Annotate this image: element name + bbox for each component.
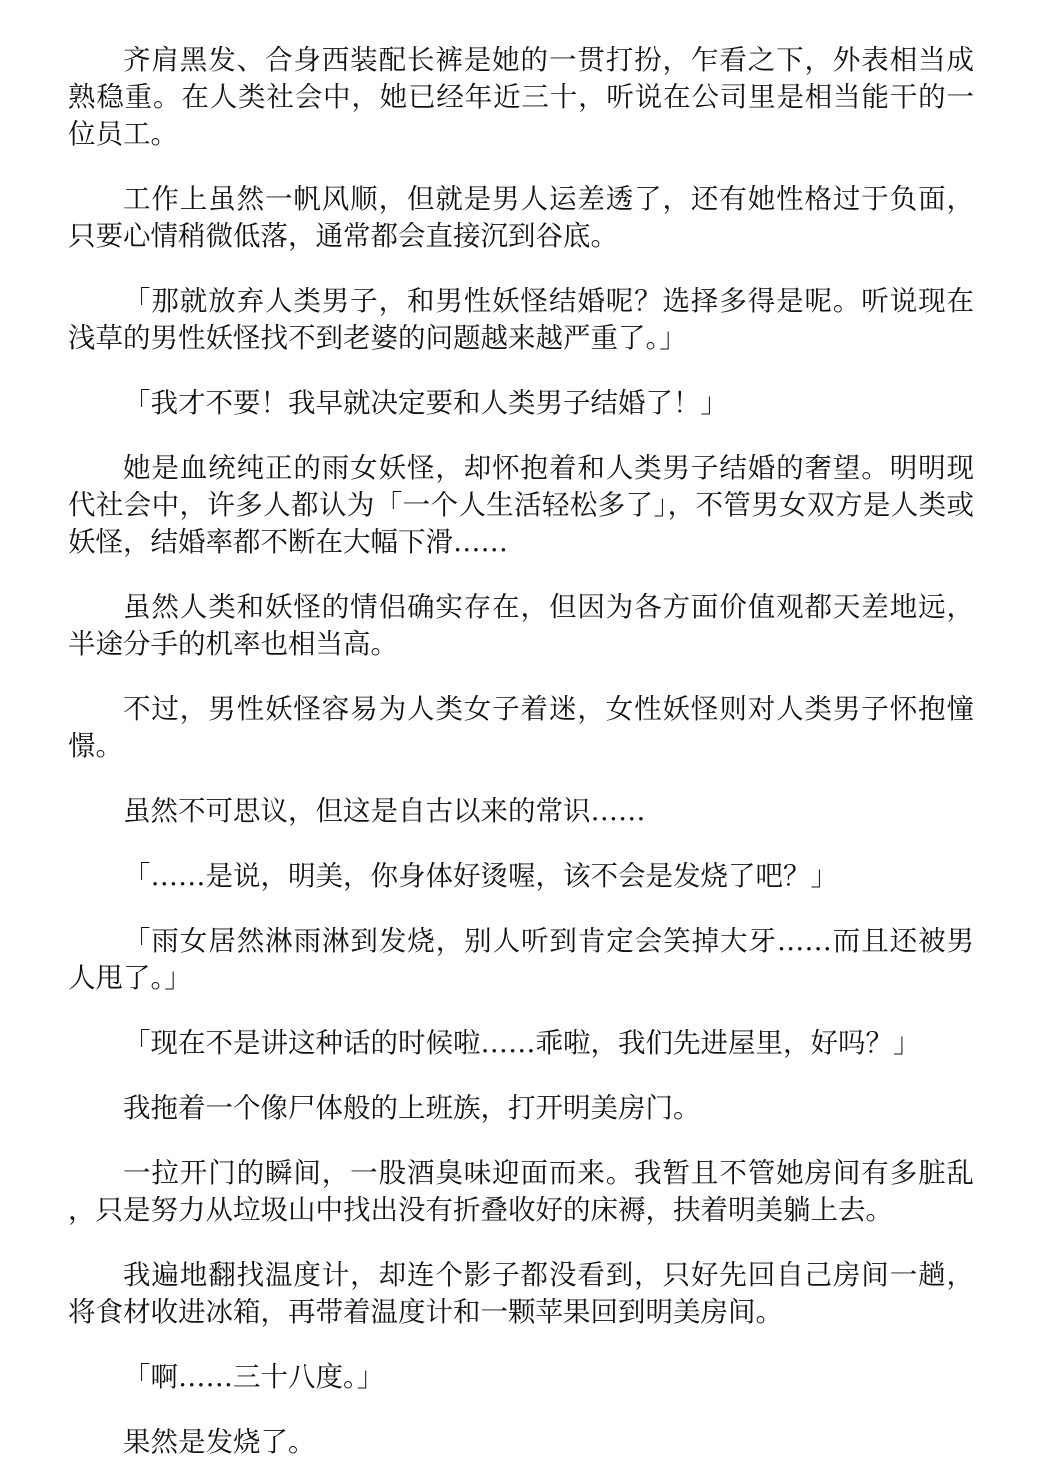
paragraph-6: 虽然人类和妖怪的情侣确实存在，但因为各方面价值观都天差地远，半途分手的机率也相当高。 [68, 591, 974, 660]
paragraph-10: 「雨女居然淋雨淋到发烧，别人听到肯定会笑掉大牙……而且还被男人甩了。」 [68, 925, 974, 994]
paragraph-16: 果然是发烧了。 [123, 1426, 316, 1458]
paragraph-1: 齐肩黑发、合身西装配长裤是她的一贯打扮，乍看之下，外表相当成熟稳重。在人类社会中，她已经年近三十，听说在公司里是相当能干的一位员工。 [68, 44, 974, 150]
paragraph-13: 一拉开门的瞬间，一股酒臭味迎面而来。我暂且不管她房间有多脏乱，只是努力从垃圾山中找出没有折叠收好的床褥，扶着明美躺上去。 [68, 1157, 974, 1226]
paragraph-9: 「……是说，明美，你身体好烫喔，该不会是发烧了吧？」 [123, 860, 838, 892]
paragraph-8: 虽然不可思议，但这是自古以来的常识…… [123, 795, 646, 827]
paragraph-14: 我遍地翻找温度计，却连个影子都没看到，只好先回自己房间一趟，将食材收进冰箱，再带着温度计和一颗苹果回到明美房间。 [68, 1259, 974, 1328]
paragraph-11: 「现在不是讲这种话的时候啦……乖啦，我们先进屋里，好吗？」 [123, 1027, 921, 1059]
paragraph-2: 工作上虽然一帆风顺，但就是男人运差透了，还有她性格过于负面，只要心情稍微低落，通常都会直接沉到谷底。 [68, 183, 974, 252]
paragraph-15: 「啊……三十八度。」 [123, 1361, 385, 1393]
paragraph-12: 我拖着一个像尸体般的上班族，打开明美房门。 [123, 1092, 701, 1124]
paragraph-3: 「那就放弃人类男子，和男性妖怪结婚呢？选择多得是呢。听说现在浅草的男性妖怪找不到老婆的问题越来越严重了。」 [68, 285, 974, 354]
paragraph-4: 「我才不要！我早就决定要和人类男子结婚了！」 [123, 387, 728, 419]
paragraph-5: 她是血统纯正的雨女妖怪，却怀抱着和人类男子结婚的奢望。明明现代社会中，许多人都认为「一个人生活轻松多了」，不管男女双方是人类或妖怪，结婚率都不断在大幅下滑…… [68, 452, 974, 558]
paragraph-7: 不过，男性妖怪容易为人类女子着迷，女性妖怪则对人类男子怀抱憧憬。 [68, 693, 974, 762]
